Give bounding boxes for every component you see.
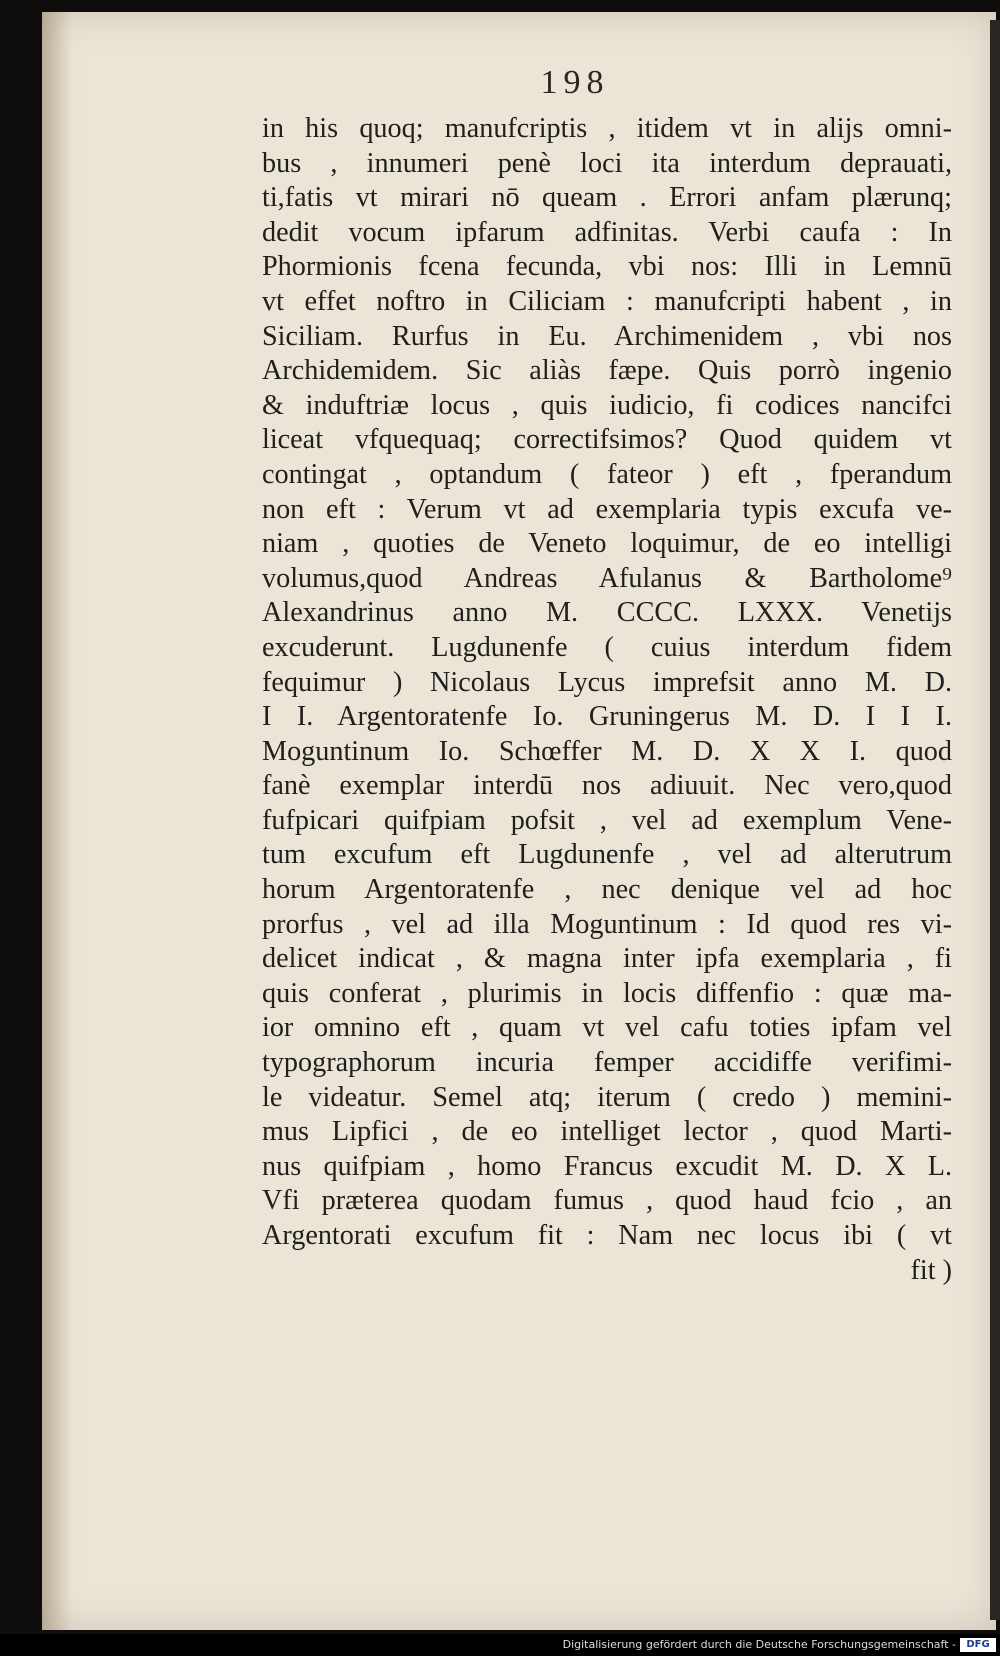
text-line: fequimur ) Nicolaus Lycus imprefsit anno M. D. bbox=[262, 666, 952, 698]
text-line: volumus,quod Andreas Afulanus & Bartholome⁹ bbox=[262, 562, 952, 594]
text-line: I I. Argentoratenfe Io. Gruningerus M. D. I I I. bbox=[262, 701, 952, 733]
text-line: nus quifpiam , homo Francus excudit M. D. X L. bbox=[262, 1150, 952, 1182]
text-line: fufpicari quifpiam pofsit , vel ad exemplum Vene- bbox=[262, 804, 952, 836]
text-line: quis conferat , plurimis in locis diffenfio : quæ ma- bbox=[262, 977, 952, 1009]
text-line: in his quoq; manufcriptis , itidem vt in alijs omni- bbox=[262, 113, 952, 144]
text-line: dedit vocum ipfarum adfinitas. Verbi caufa : In bbox=[262, 216, 952, 248]
text-line: vt effet noftro in Ciliciam : manufcripti habent , in bbox=[262, 285, 952, 317]
text-line: ior omnino eft , quam vt vel cafu toties ipfam vel bbox=[262, 1012, 952, 1044]
text-line: liceat vfquequaq; correctifsimos? Quod quidem vt bbox=[262, 424, 952, 456]
text-line: Phormionis fcena fecunda, vbi nos: Illi in Lemnū bbox=[262, 251, 952, 283]
text-line: fit ) bbox=[910, 1254, 952, 1286]
text-line: & induftriæ locus , quis iudicio, fi codices nancifci bbox=[262, 389, 952, 421]
text-line: bus , innumeri penè loci ita interdum deprauati, bbox=[262, 147, 952, 179]
text-line: excuderunt. Lugdunenfe ( cuius interdum fidem bbox=[262, 631, 952, 663]
text-line: Siciliam. Rurfus in Eu. Archimenidem , vbi nos bbox=[262, 320, 952, 352]
funding-credit: Digitalisierung gefördert durch die Deutsche Forschungsgemeinschaft - bbox=[562, 1638, 956, 1651]
text-line: niam , quoties de Veneto loquimur, de eo intelligi bbox=[262, 528, 952, 560]
text-line: delicet indicat , & magna inter ipfa exemplaria , fi bbox=[262, 943, 952, 975]
text-line: typographorum incuria femper accidiffe verifimi- bbox=[262, 1047, 952, 1079]
text-line: tum excufum eft Lugdunenfe , vel ad alterutrum bbox=[262, 839, 952, 871]
text-line: mus Lipfici , de eo intelliget lector , quod Marti- bbox=[262, 1116, 952, 1148]
text-line: Argentorati excufum fit : Nam nec locus ibi ( vt bbox=[262, 1220, 952, 1251]
text-line: prorfus , vel ad illa Moguntinum : Id quod res vi- bbox=[262, 908, 952, 940]
text-line: fanè exemplar interdū nos adiuuit. Nec vero,quod bbox=[262, 770, 952, 802]
text-line: horum Argentoratenfe , nec denique vel ad hoc bbox=[262, 874, 952, 906]
text-line: ti,fatis vt mirari nō queam . Errori anfam plærunq; bbox=[262, 182, 952, 214]
text-line: contingat , optandum ( fateor ) eft , fperandum bbox=[262, 458, 952, 490]
body-text bbox=[262, 112, 952, 1288]
page-number: 198 bbox=[540, 64, 610, 101]
text-line: Alexandrinus anno M. CCCC. LXXX. Venetijs bbox=[262, 597, 952, 629]
dfg-logo: DFG bbox=[960, 1638, 996, 1652]
text-line: non eft : Verum vt ad exemplaria typis excufa ve- bbox=[262, 493, 952, 525]
page-edge bbox=[990, 20, 1000, 1620]
text-line: Archidemidem. Sic aliàs fæpe. Quis porrò ingenio bbox=[262, 355, 952, 387]
text-line: Vfi præterea quodam fumus , quod haud fcio , an bbox=[262, 1185, 952, 1217]
text-line: Moguntinum Io. Schœffer M. D. X X I. quod bbox=[262, 735, 952, 767]
text-line: le videatur. Semel atq; iterum ( credo ) memini- bbox=[262, 1081, 952, 1113]
